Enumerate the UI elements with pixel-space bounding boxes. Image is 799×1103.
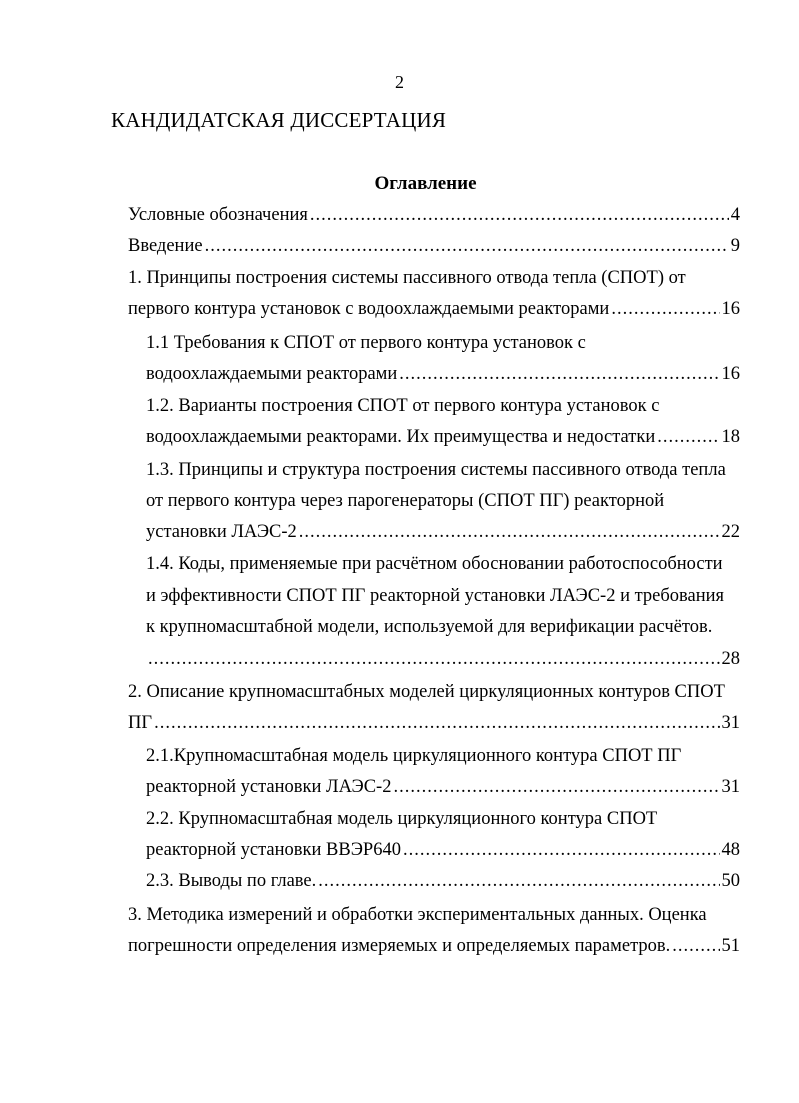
toc-page-number: 9	[730, 236, 740, 256]
toc-entry-1-3-cont-2[interactable]: установки ЛАЭС-2 ..... 22	[146, 520, 740, 544]
toc-entry-chapter-2-cont[interactable]: ПГ ..... 31	[128, 711, 740, 735]
leader-dots	[611, 297, 719, 321]
toc-page-number: 4	[730, 205, 740, 225]
toc-entry-1-4[interactable]: 1.4. Коды, применяемые при расчётном обосновании работоспособности	[146, 554, 723, 574]
leader-dots	[672, 934, 719, 958]
leader-dots	[403, 838, 720, 862]
toc-entry-2-2[interactable]: 2.2. Крупномасштабная модель циркуляционного контура СПОТ	[146, 809, 658, 829]
toc-entry-introduction[interactable]: Введение ..... 9	[128, 234, 740, 258]
leader-dots	[148, 647, 720, 671]
page-number: 2	[395, 72, 404, 92]
toc-entry-1-4-cont-2[interactable]: к крупномасштабной модели, используемой для верификации расчётов.	[146, 617, 713, 637]
toc-entry-2-1-cont[interactable]: реакторной установки ЛАЭС-2 ..... 31	[146, 775, 740, 799]
document-header: КАНДИДАТСКАЯ ДИССЕРТАЦИЯ	[111, 108, 447, 132]
toc-entry-chapter-1-cont[interactable]: первого контура установок с водоохлаждаемыми реакторами ..... 16	[128, 297, 740, 321]
toc-page-number: 51	[721, 936, 740, 956]
toc-entry-1-3[interactable]: 1.3. Принципы и структура построения системы пассивного отвода тепла	[146, 460, 726, 480]
leader-dots	[657, 425, 719, 449]
toc-entry-1-4-cont[interactable]: и эффективности СПОТ ПГ реакторной установки ЛАЭС-2 и требования	[146, 586, 725, 606]
toc-page-number: 31	[721, 713, 740, 733]
toc-page-number: 22	[721, 522, 740, 542]
toc-entry-1-4-cont-3[interactable]	[146, 647, 740, 671]
toc-entry-2-3[interactable]: 2.3. Выводы по главе. ..... 50	[146, 869, 740, 893]
toc-page-number: 18	[721, 427, 740, 447]
toc-entry-symbols[interactable]: Условные обозначения ..... 4	[128, 203, 740, 227]
toc-entry-2-1[interactable]: 2.1.Крупномасштабная модель циркуляционного контура СПОТ ПГ	[146, 746, 682, 766]
toc-page-number: 16	[721, 364, 740, 384]
toc-entry-1-3-cont[interactable]: от первого контура через парогенераторы (СПОТ ПГ) реакторной	[146, 491, 665, 511]
toc-title: Оглавление	[374, 173, 477, 194]
toc-entry-2-2-cont[interactable]: реакторной установки ВВЭР640 ..... 48	[146, 838, 740, 862]
toc-entry-chapter-1[interactable]: 1. Принципы построения системы пассивного отвода тепла (СПОТ) от	[128, 268, 686, 288]
leader-dots	[154, 711, 719, 735]
toc-page-number: 50	[721, 871, 740, 891]
toc-entry-1-2-cont[interactable]: водоохлаждаемыми реакторами. Их преимущества и недостатки ..... 18	[146, 425, 740, 449]
toc-entry-chapter-3-cont[interactable]: погрешности определения измеряемых и определяемых параметров. ..... 51	[128, 934, 740, 958]
leader-dots	[299, 520, 720, 544]
leader-dots	[310, 203, 729, 227]
toc-page-number: 48	[721, 840, 740, 860]
toc-page-number: 16	[721, 299, 740, 319]
leader-dots	[205, 234, 729, 258]
toc-entry-chapter-2[interactable]: 2. Описание крупномасштабных моделей циркуляционных контуров СПОТ	[128, 682, 725, 702]
toc-entry-1-1-cont[interactable]: водоохлаждаемыми реакторами ..... 16	[146, 362, 740, 386]
toc-entry-chapter-3[interactable]: 3. Методика измерений и обработки экспериментальных данных. Оценка	[128, 905, 707, 925]
toc-page-number: 31	[721, 777, 740, 797]
leader-dots	[393, 775, 719, 799]
toc-page-number: 28	[721, 649, 740, 669]
leader-dots	[399, 362, 719, 386]
toc-entry-1-2[interactable]: 1.2. Варианты построения СПОТ от первого контура установок с	[146, 396, 660, 416]
toc-entry-1-1[interactable]: 1.1 Требования к СПОТ от первого контура установок с	[146, 333, 586, 353]
leader-dots	[318, 869, 719, 893]
